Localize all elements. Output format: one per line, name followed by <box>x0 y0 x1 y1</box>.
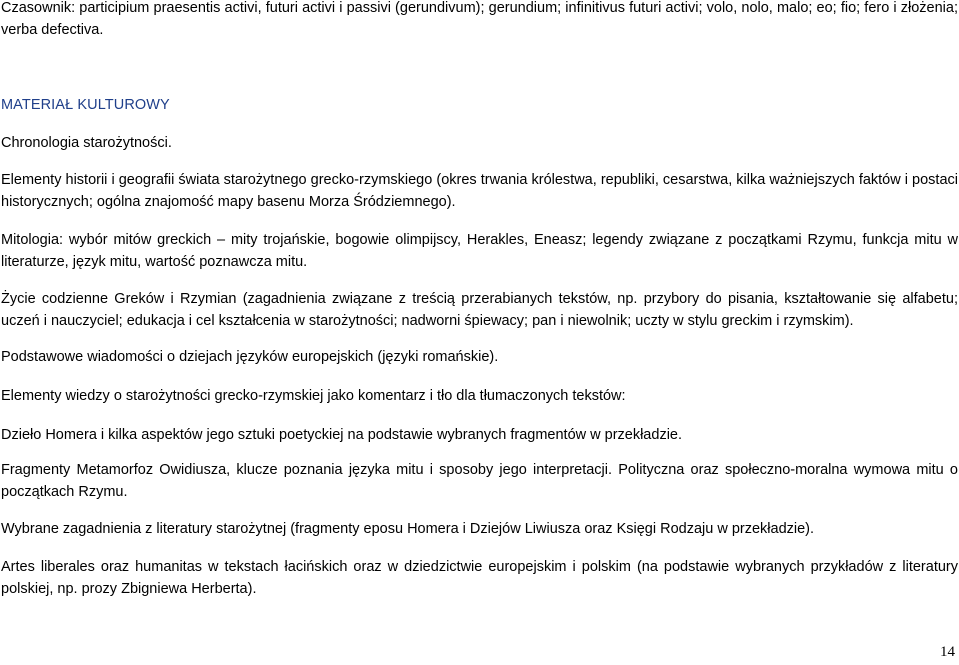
paragraph-jezyki: Podstawowe wiadomości o dziejach języków europejskich (języki romańskie). <box>1 349 499 365</box>
paragraph-zycie-codzienne: Życie codzienne Greków i Rzymian (zagadnienia związane z treścią przerabianych tekstów, np. przybory do pisania, kształtowanie się alfabetu; uczeń i nauczyciel; edukacja i cel kształcenia w starożytności; nadworni śpiewacy; pan i niewolnik; uczty w stylu greckim i rzymskim). <box>1 291 958 329</box>
paragraph-czasownik: Czasownik: participium praesentis activi, futuri activi i passivi (gerundivum); gerundium; infinitivus futuri activi; volo, nolo, malo; eo; fio; fero i złożenia; verba defectiva. <box>1 0 958 38</box>
paragraph-metamorfozy: Fragmenty Metamorfoz Owidiusza, klucze poznania języka mitu i sposoby jego interpretacji. Polityczna oraz społeczno-moralna wymowa mitu o początkach Rzymu. <box>1 462 958 500</box>
paragraph-mitologia: Mitologia: wybór mitów greckich – mity trojańskie, bogowie olimpijscy, Herakles, Eneasz; legendy związane z początkami Rzymu, funkcja mitu w literaturze, język mitu, wartość poznawcza mitu. <box>1 232 958 270</box>
paragraph-artes-liberales: Artes liberales oraz humanitas w tekstach łacińskich oraz w dziedzictwie europejskim i polskim (na podstawie wybranych przykładów z literatury polskiej, np. prozy Zbigniewa Herberta). <box>1 559 958 597</box>
paragraph-historia: Elementy historii i geografii świata starożytnego grecko-rzymskiego (okres trwania królestwa, republiki, cesarstwa, kilka ważniejszych faktów i postaci historycznych; ogólna znajomość mapy basenu Morza Śródziemnego). <box>1 172 958 210</box>
paragraph-chronologia: Chronologia starożytności. <box>1 135 172 151</box>
section-heading: MATERIAŁ KULTUROWY <box>1 97 170 113</box>
paragraph-literatura: Wybrane zagadnienia z literatury starożytnej (fragmenty eposu Homera i Dziejów Liwiusza oraz Księgi Rodzaju w przekładzie). <box>1 521 815 537</box>
page-number: 14 <box>940 644 955 660</box>
paragraph-homer: Dzieło Homera i kilka aspektów jego sztuki poetyckiej na podstawie wybranych fragmentów w przekładzie. <box>1 427 683 443</box>
paragraph-elementy-wiedzy: Elementy wiedzy o starożytności grecko-rzymskiej jako komentarz i tło dla tłumaczonych tekstów: <box>1 388 626 404</box>
